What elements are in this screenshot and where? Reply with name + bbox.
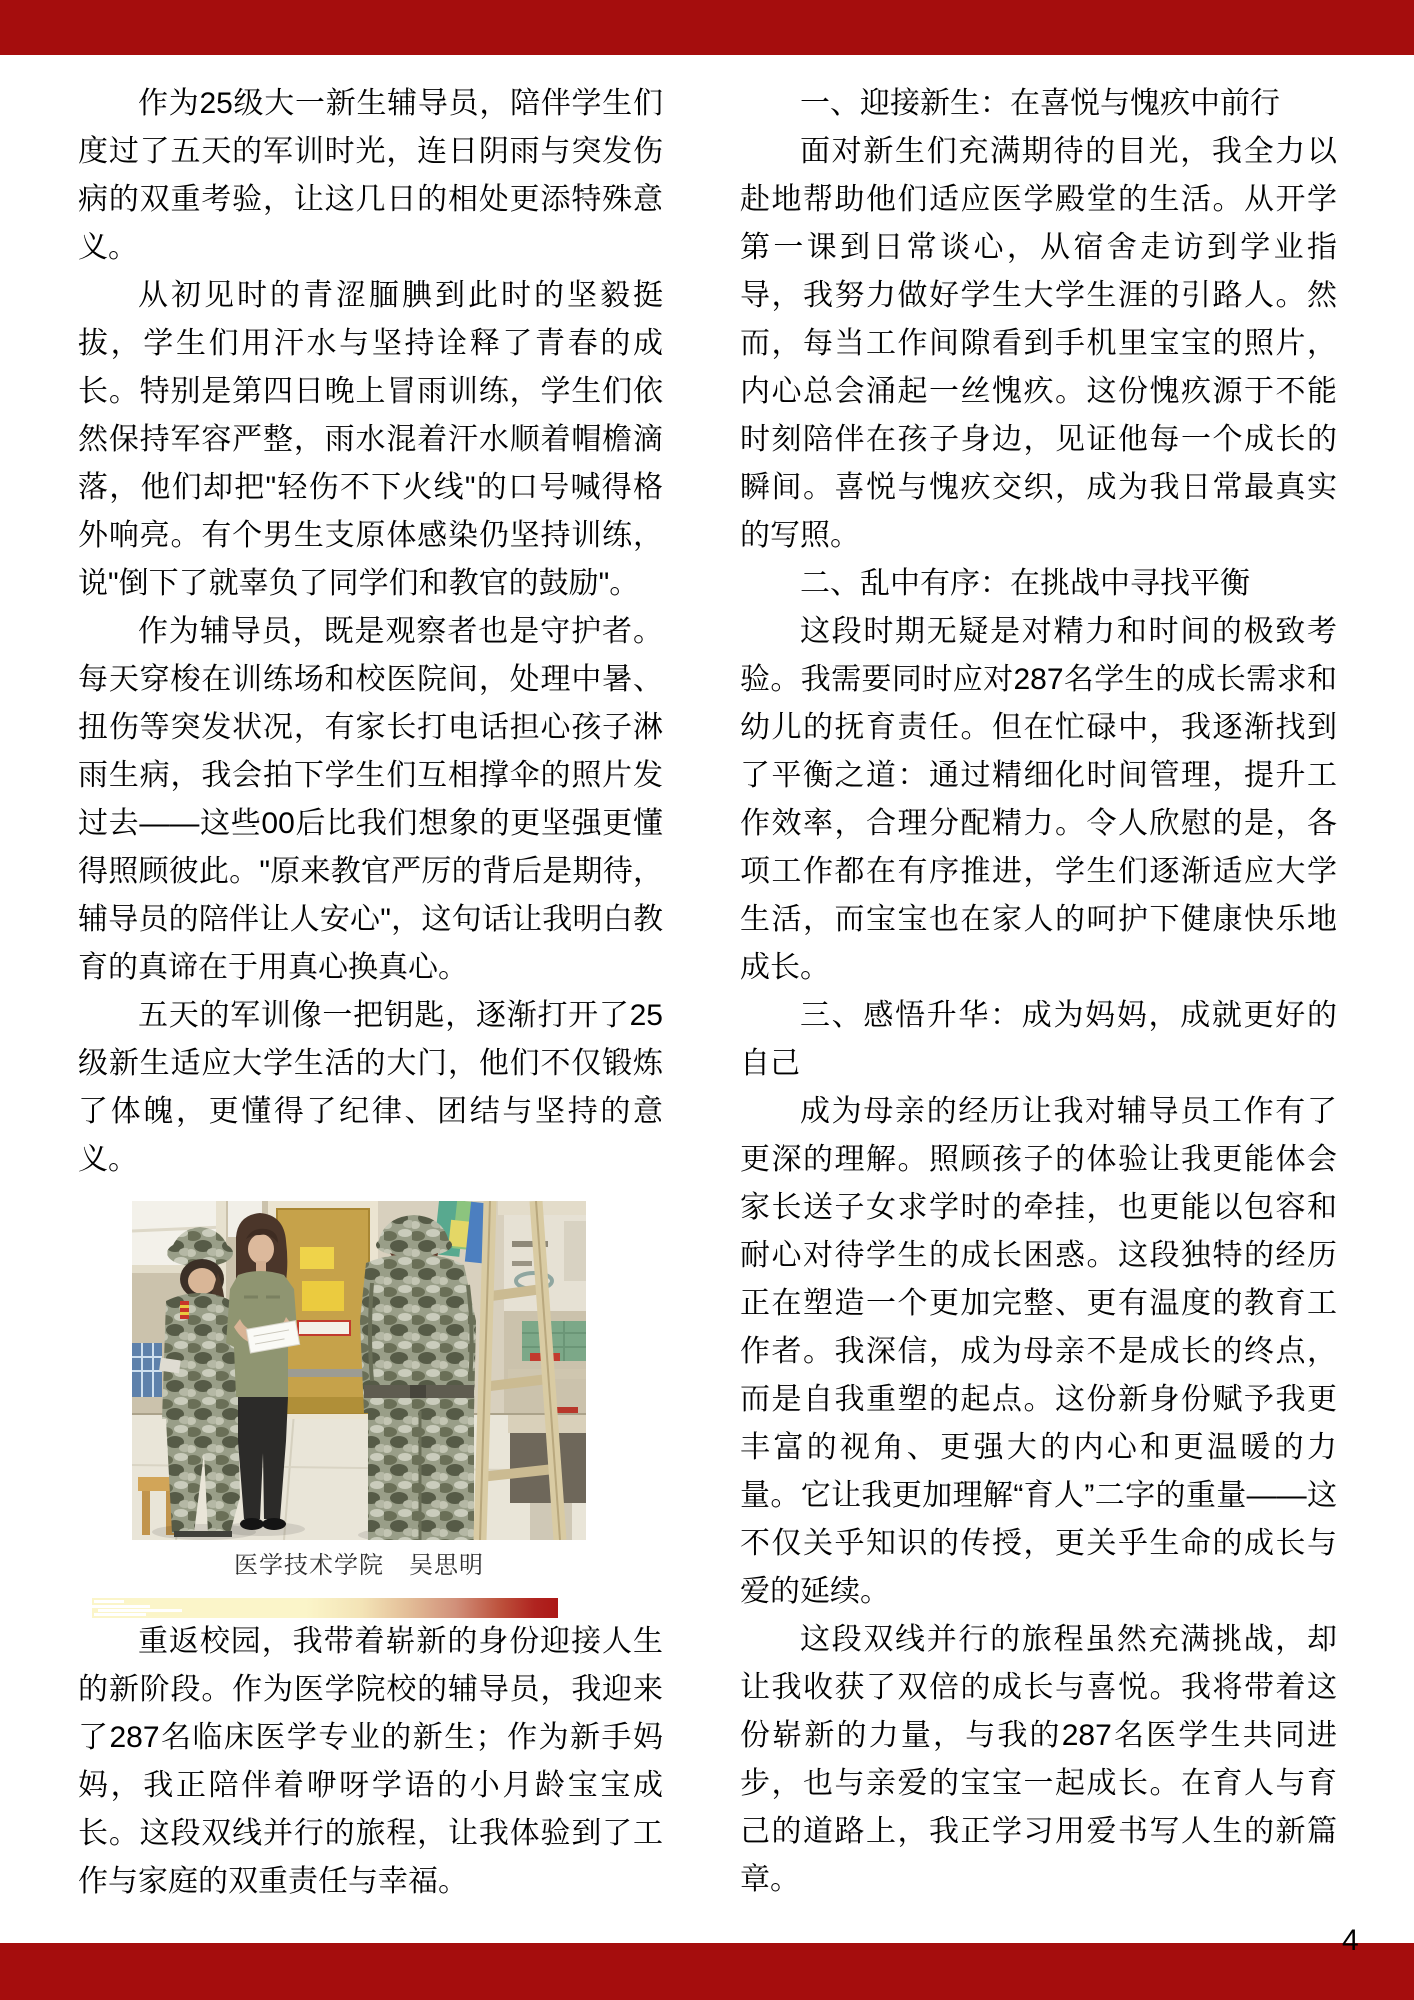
top-red-banner [0, 0, 1414, 55]
section-heading: 一、迎接新生：在喜悦与愧疚中前行 [800, 87, 1280, 120]
section-heading: 三、感悟升华：成为妈妈，成就更好的自己 [740, 999, 1337, 1080]
paragraph: 重返校园，我带着崭新的身份迎接人生的新阶段。作为医学院校的辅导员，我迎来了287名临床医学专业的新生；作为新手妈妈，我正陪伴着咿呀学语的小月龄宝宝成长。这段双线并行的旅程，让我体验到了工作与家庭的双重责任与幸福。 [78, 1625, 663, 1898]
paragraph: 作为辅导员，既是观察者也是守护者。每天穿梭在训练场和校医院间，处理中暑、扭伤等突发状况，有家长打电话担心孩子淋雨生病，我会拍下学生们互相撑伞的照片发过去——这些00后比我们想象的更坚强更懂得照顾彼此。"原来教官严厉的背后是期待，辅导员的陪伴让人安心"，这句话让我明白教育的真谛在于用真心换真心。 [78, 615, 663, 984]
student-right-back [360, 1215, 476, 1540]
paragraph: 这段双线并行的旅程虽然充满挑战，却让我收获了双倍的成长与喜悦。我将带着这份崭新的力量，与我的287名医学生共同进步，也与亲爱的宝宝一起成长。在育人与育己的道路上，我正学习用爱书写人生的新篇章。 [740, 1623, 1337, 1896]
bottom-red-banner [0, 1943, 1414, 2000]
section-divider-gradient-bar [92, 1598, 558, 1618]
left-column [78, 80, 663, 1906]
paragraph: 这段时期无疑是对精力和时间的极致考验。我需要同时应对287名学生的成长需求和幼儿的抚育责任。但在忙碌中，我逐渐找到了平衡之道：通过精细化时间管理，提升工作效率，合理分配精力。令人欣慰的是，各项工作都在有序推进，学生们逐渐适应大学生活，而宝宝也在家人的呵护下健康快乐地成长。 [740, 615, 1337, 984]
right-column [740, 80, 1337, 1904]
paragraph: 面对新生们充满期待的目光，我全力以赴地帮助他们适应医学殿堂的生活。从开学第一课到日常谈心，从宿舍走访到学业指导，我努力做好学生大学生涯的引路人。然而，每当工作间隙看到手机里宝宝的照片，内心总会涌起一丝愧疚。这份愧疚源于不能时刻陪伴在孩子身边，见证他每一个成长的瞬间。喜悦与愧疚交织，成为我日常最真实的写照。 [740, 135, 1337, 552]
paragraph: 五天的军训像一把钥匙，逐渐打开了25级新生适应大学生活的大门，他们不仅锻炼了体魄，更懂得了纪律、团结与坚持的意义。 [78, 999, 663, 1176]
photo-caption: 医学技术学院 吴思明 [234, 1552, 484, 1579]
paragraph: 成为母亲的经历让我对辅导员工作有了更深的理解。照顾孩子的体验让我更能体会家长送子女求学时的牵挂，也更能以包容和耐心对待学生的成长困惑。这段独特的经历正在塑造一个更加完整、更有温度的教育工作者。我深信，成为母亲不是成长的终点，而是自我重塑的起点。这份新身份赋予我更丰富的视角、更强大的内心和更温暖的力量。它让我更加理解“育人”二字的重量——这不仅关乎知识的传授，更关乎生命的成长与爱的延续。 [740, 1095, 1337, 1608]
section-heading: 二、乱中有序：在挑战中寻找平衡 [800, 567, 1250, 600]
paragraph: 作为25级大一新生辅导员，陪伴学生们度过了五天的军训时光，连日阴雨与突发伤病的双重考验，让这几日的相处更添特殊意义。 [78, 87, 663, 264]
military-training-dorm-photo [132, 1201, 586, 1540]
paragraph: 从初见时的青涩腼腆到此时的坚毅挺拔，学生们用汗水与坚持诠释了青春的成长。特别是第四日晚上冒雨训练，学生们依然保持军容严整，雨水混着汗水顺着帽檐滴落，他们却把"轻伤不下火线"的口号喊得格外响亮。有个男生支原体感染仍坚持训练，说"倒下了就辜负了同学们和教官的鼓励"。 [78, 279, 663, 600]
figure [132, 1201, 586, 1582]
page-number: 4 [1342, 1924, 1359, 1957]
